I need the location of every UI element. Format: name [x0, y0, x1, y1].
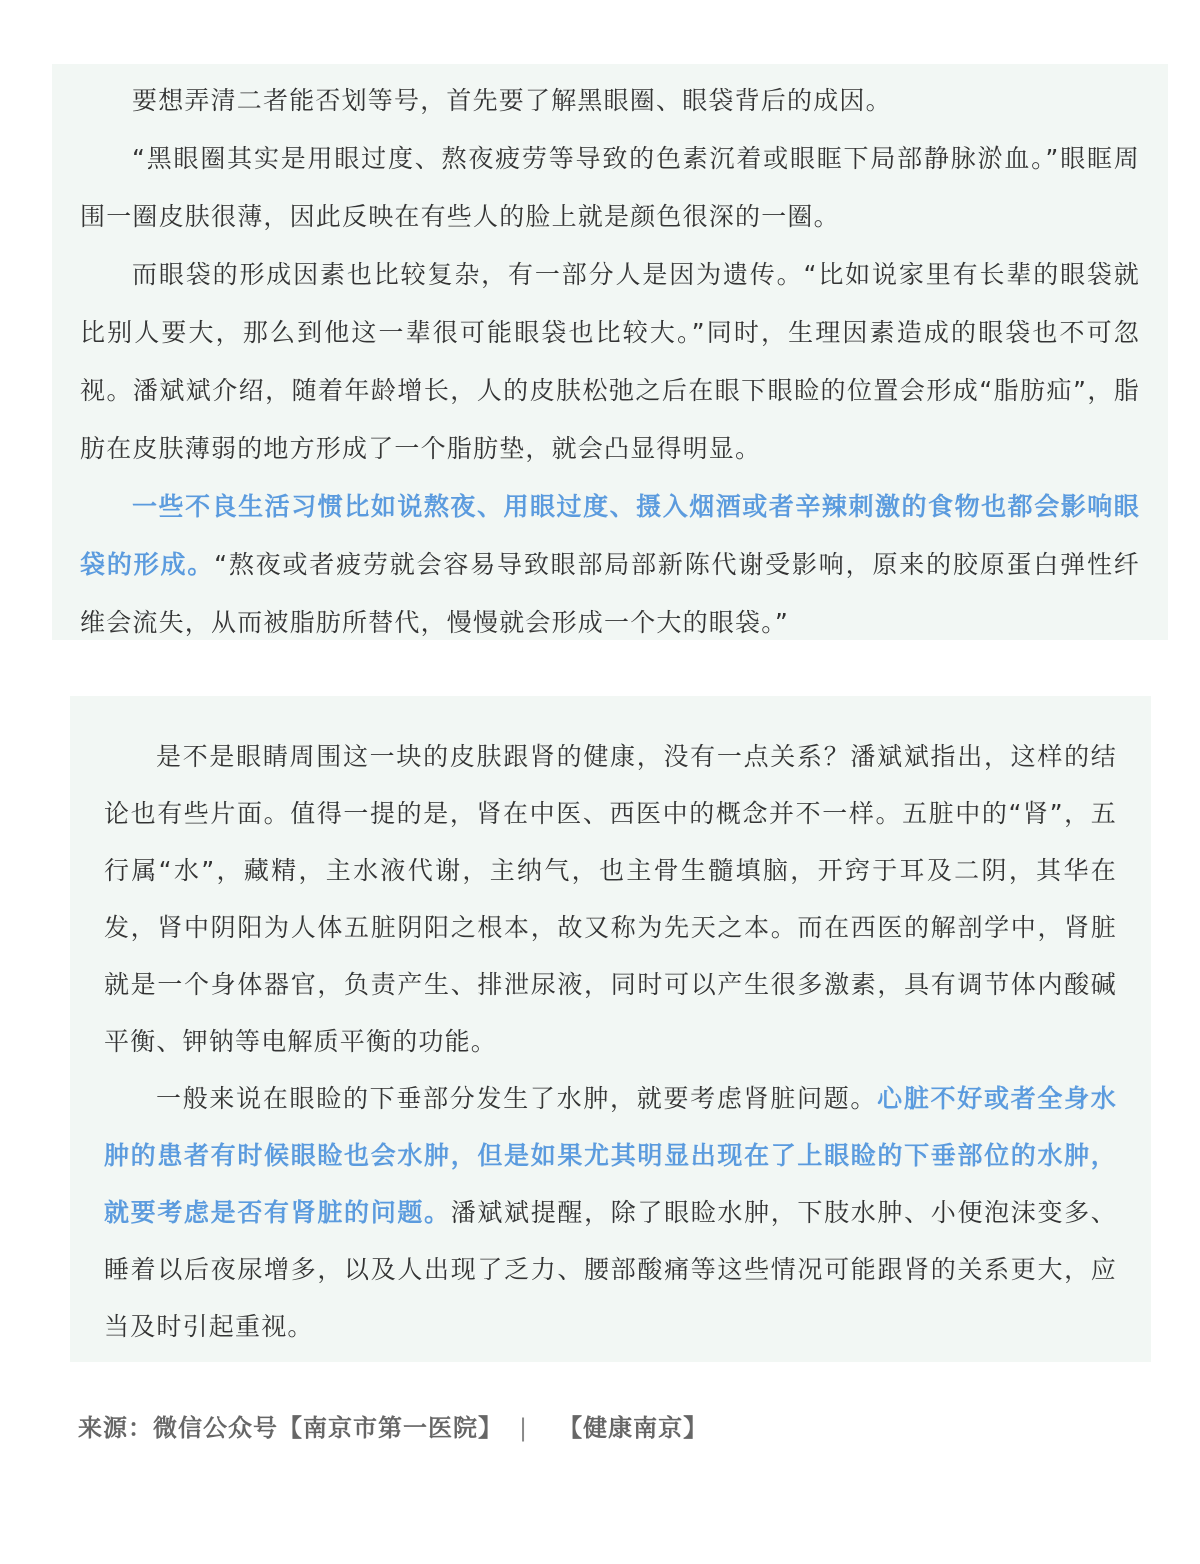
paragraph-text: 潘斌斌提醒，除了眼睑水肿，下肢水肿、小便泡沫变多、睡着以后夜尿增多，以及人出现了乏力、腰部酸痛等这些情况可能跟肾的关系更大，应当及时引起重视。: [104, 1198, 1117, 1341]
source-credit: [78, 1406, 708, 1450]
highlighted-text: 心脏不好或者全身水肿的患者有时候眼睑也会水肿，但是如果尤其明显出现在了上眼睑的下垂部位的水肿，就要考虑是否有肾脏的问题。: [104, 1084, 1117, 1227]
source-label: 来源：微信公众号【南京市第一医院】: [78, 1414, 503, 1442]
paragraph: “黑眼圈其实是用眼过度、熬夜疲劳等导致的色素沉着或眼眶下局部静脉淤血。”眼眶周围一圈皮肤很薄，因此反映在有些人的脸上就是颜色很深的一圈。: [80, 144, 1140, 231]
paragraph: 而眼袋的形成因素也比较复杂，有一部分人是因为遗传。“比如说家里有长辈的眼袋就比别人要大，那么到他这一辈很可能眼袋也比较大。”同时，生理因素造成的眼袋也不可忽视。潘斌斌介绍，随着年龄增长，人的皮肤松弛之后在眼下眼睑的位置会形成“脂肪疝”，脂肪在皮肤薄弱的地方形成了一个脂肪垫，就会凸显得明显。: [80, 260, 1140, 463]
content-box-kidney: [70, 696, 1151, 1362]
separator: |: [519, 1414, 529, 1442]
highlighted-text: 一些不良生活习惯比如说熬夜、用眼过度、摄入烟酒或者辛辣刺激的食物也都会影响眼袋的形成。: [80, 492, 1140, 579]
paragraph-with-highlight: [104, 1070, 1117, 1355]
paragraph: 是不是眼睛周围这一块的皮肤跟肾的健康，没有一点关系？潘斌斌指出，这样的结论也有些片面。值得一提的是，肾在中医、西医中的概念并不一样。五脏中的“肾”，五行属“水”，藏精，主水液代谢，主纳气，也主骨生髓填脑，开窍于耳及二阴，其华在发，肾中阴阳为人体五脏阴阳之根本，故又称为先天之本。而在西医的解剖学中，肾脏就是一个身体器官，负责产生、排泄尿液，同时可以产生很多激素，具有调节体内酸碱平衡、钾钠等电解质平衡的功能。: [104, 742, 1117, 1056]
paragraph-text: “熬夜或者疲劳就会容易导致眼部局部新陈代谢受影响，原来的胶原蛋白弹性纤维会流失，从而被脂肪所替代，慢慢就会形成一个大的眼袋。”: [80, 550, 1140, 637]
paragraph-text: 一般来说在眼睑的下垂部分发生了水肿，就要考虑肾脏问题。: [156, 1084, 878, 1113]
source-extra: 【健康南京】: [558, 1414, 709, 1442]
paragraph: 要想弄清二者能否划等号，首先要了解黑眼圈、眼袋背后的成因。: [132, 86, 892, 115]
paragraph-with-highlight: [80, 478, 1140, 652]
content-box-dark-circles: [52, 64, 1168, 640]
